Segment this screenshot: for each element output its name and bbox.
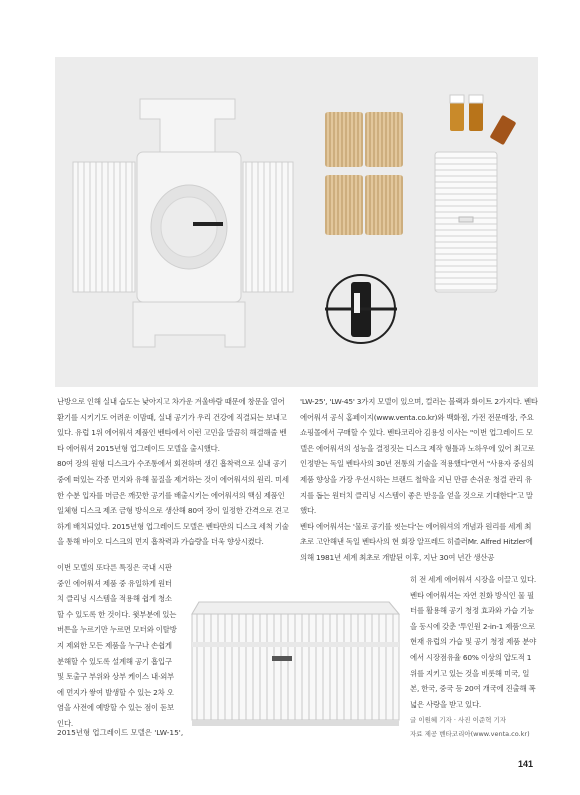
right-wrap-text: 히 전 세계 에어워셔 시장을 이끌고 있다. 벤타 에어워셔는 자연 친화 방식인 물 필터를 활용해 공기 청정 효과와 가습 기능을 동시에 갖춘 '투인원 2-in-1 제품'으로 현재 유럽의 가습 및 공기 청정 제품 분야에서 시장점유율 60% 이상의 압도적 1위를 지키고 있는 것을 비롯해 미국, 일본, 한국, 중국 등 20여 개국에 진출해 폭넓은 사랑을 받고 있다. [410, 575, 537, 709]
right-side-grille [243, 162, 293, 292]
photo-credits [410, 713, 530, 741]
article-right-column [300, 394, 538, 566]
disk-stack-2 [365, 112, 403, 167]
bottle-3 [490, 115, 517, 146]
left-paragraph-2: 80여 장의 원형 디스크가 수조통에서 회전하며 생긴 흡착력으로 실내 공기 중에 떠있는 각종 먼지와 유해 물질을 제거하는 것이 에어워셔의 원리. 미세한 수분 입자를 머금은 깨끗한 공기를 배출시키는 에어워셔의 핵심 제품인 일체형 디스크 제조 금형 방식으로 생산해 80여 장이 일정한 간격으로 견고하게 배치되었다. 2015년형 업그레이드 모델은 벤타만의 디스크 세척 기술을 통해 바이오 디스크의 먼지 흡착력과 가습량을 더욱 향상시켰다. [57, 459, 289, 547]
left-wrap-text: 이번 모델의 또다른 특징은 국내 시판 중인 에어워셔 제품 중 유일하게 원터치 클리닝 시스템을 적용해 쉽게 청소할 수 있도록 한 것이다. 윗부분에 있는 버튼을 누르기만 누르면 모터와 이탈방지 제외한 모든 제품을 누구나 손쉽게 분해할 수 있도록 설계해 공기 흡입구 및 토출구 부위와 상부 케이스 내·외부에 먼지가 쌓여 발생할 수 있는 2차 오염을 사전에 예방할 수 있는 점이 돋보인다. [57, 563, 177, 728]
article-left-column [57, 394, 291, 550]
air-washer-product-image [184, 582, 406, 732]
writer-credit: 글 이원혜 기자 · 사진 이준혁 기자 [410, 716, 507, 724]
disk-stack-3 [325, 175, 363, 235]
disk-stack-4 [365, 175, 403, 235]
right-paragraph-1: 'LW-25', 'LW-45' 3가지 모델이 있으며, 컬러는 블랙과 화이트 2가지다. 벤타 에어워셔 공식 홈페이지(www.venta.co.kr)와 백화점, 가전 전문매장, 주요 쇼핑몰에서 구매할 수 있다. 벤타코리아 김용성 이사는 "이번 업그레이드 모델은 에어워셔의 성능을 결정짓는 디스크 제작 형틀과 노하우에 있어 최고로 인정받는 독일 벤타사의 30년 전통의 기술을 적용했다"면서 "사용자 중심의 제품 향상을 가장 우선시하는 브랜드 철학을 지닌 만큼 손쉬운 청결 관리 유지를 돕는 원터치 클리닝 시스템이 좋은 반응을 얻을 것으로 기대한다"고 말했다. [300, 397, 538, 516]
left-tail-line: 2015년형 업그레이드 모델은 'LW-15', [57, 728, 184, 737]
source-credit: 자료 제공 벤타코리아(www.venta.co.kr) [410, 730, 530, 738]
bottle-2 [469, 99, 483, 131]
product-parts-photo [55, 57, 538, 387]
air-washer-illustration [184, 582, 406, 732]
brand-badge [272, 656, 292, 661]
right-paragraph-2: 벤타 에어워셔는 '물로 공기를 씻는다'는 에어워셔의 개념과 원리를 세계 최초로 고안해낸 독일 벤타사의 현 회장 알프레드 히즐러Mr. Alfred Hitzler에 의해 1981년 세계 최초로 개발된 이후, 지난 30여 년간 생산공 [300, 521, 533, 562]
left-side-grille [73, 162, 135, 292]
disassembled-air-washer-illustration [55, 57, 538, 387]
disk-stack-1 [325, 112, 363, 167]
left-paragraph-1: 난방으로 인해 실내 습도는 낮아지고 차가운 겨울바람 때문에 창문을 열어 환기를 시키기도 어려운 이맘때, 실내 공기가 우리 건강에 직결되는 보내고 있다. 유럽 1위 에어워셔 제품인 벤타에서 이런 고민을 말끔히 해결해줄 벤타 에어워셔 2015년형 업그레이드 모델을 출시했다. [57, 397, 287, 453]
page-number: 141 [518, 759, 534, 769]
bottle-1 [450, 99, 464, 131]
